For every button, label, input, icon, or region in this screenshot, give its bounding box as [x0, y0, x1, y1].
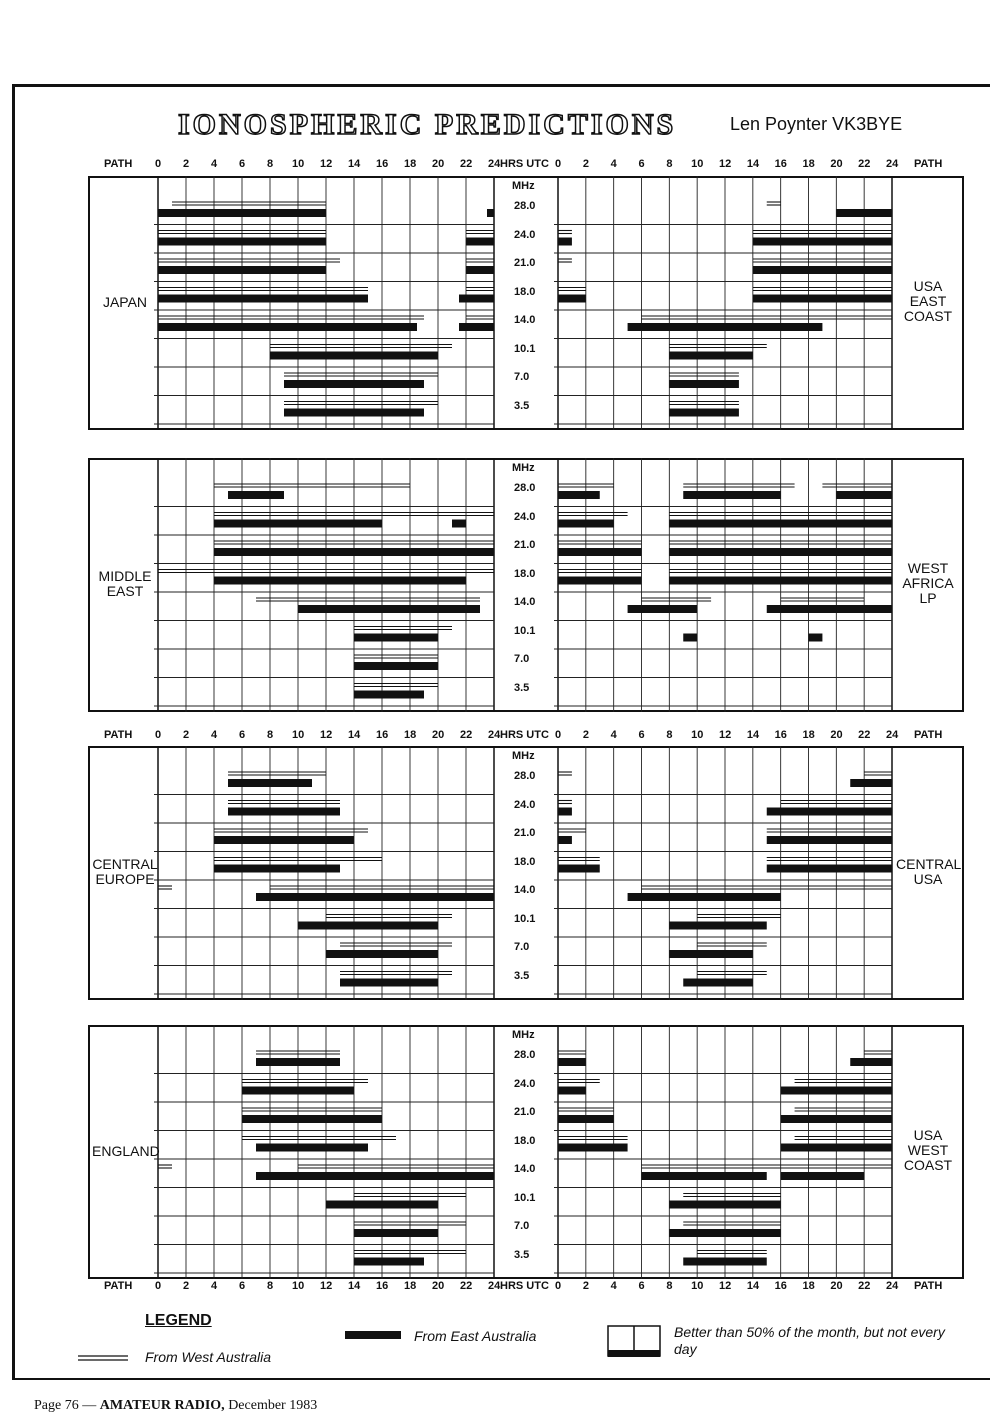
hour-tick-label: 14: [348, 158, 361, 170]
east-australia-bar: [326, 1201, 438, 1209]
east-australia-bar: [158, 209, 326, 217]
east-australia-bar: [558, 238, 572, 246]
hour-tick-label: 12: [320, 729, 333, 741]
hour-tick-label: 8: [666, 1280, 673, 1292]
freq-label: 10.1: [514, 624, 536, 637]
east-australia-bar: [459, 295, 494, 303]
hour-tick-label: 6: [638, 1280, 645, 1292]
east-australia-bar: [669, 520, 892, 528]
hour-tick-label: 4: [211, 1280, 218, 1292]
freq-label: 14.0: [514, 884, 536, 896]
freq-label: 21.0: [514, 1106, 536, 1118]
east-australia-bar: [284, 409, 424, 417]
hour-tick-label: 14: [348, 729, 361, 741]
freq-label: 14.0: [514, 1163, 536, 1175]
hour-tick-label: 20: [830, 729, 843, 741]
east-australia-bar: [753, 295, 892, 303]
mhz-label: MHz: [512, 462, 535, 474]
hour-tick-label: 20: [432, 1280, 445, 1292]
page-title: IONOSPHERIC PREDICTIONS: [178, 108, 677, 141]
hour-tick-label: 10: [292, 729, 305, 741]
hour-tick-label: 8: [666, 158, 673, 170]
east-australia-bar: [158, 295, 368, 303]
east-australia-bar: [558, 577, 642, 585]
freq-label: 3.5: [514, 1248, 530, 1261]
east-australia-bar: [683, 491, 780, 499]
hour-tick-label: 20: [432, 729, 445, 741]
east-australia-bar: [326, 950, 438, 958]
hour-tick-label: 12: [719, 158, 732, 170]
east-australia-bar: [242, 1115, 382, 1123]
east-australia-bar: [354, 1258, 424, 1266]
hour-tick-label: 22: [460, 729, 473, 741]
hour-tick-label: 10: [691, 729, 704, 741]
hrs-utc-label: HRS UTC: [500, 729, 549, 741]
hour-tick-label: 24: [488, 1280, 501, 1292]
freq-label: 28.0: [514, 200, 536, 212]
east-australia-bar: [781, 1115, 892, 1123]
freq-label: 28.0: [514, 1049, 536, 1061]
hour-tick-label: 14: [746, 158, 760, 170]
hour-tick-label: 8: [267, 729, 274, 741]
east-australia-bar: [228, 491, 284, 499]
hour-tick-label: 2: [582, 158, 589, 170]
hour-tick-label: 20: [432, 158, 445, 170]
legend-partial-label-2: day: [674, 1341, 697, 1357]
east-australia-bar: [628, 605, 698, 613]
hour-tick-label: 24: [886, 729, 899, 741]
hour-tick-label: 24: [886, 158, 899, 170]
hour-tick-label: 10: [292, 158, 305, 170]
east-australia-bar: [558, 295, 586, 303]
hour-tick-label: 12: [719, 729, 732, 741]
east-australia-bar: [452, 520, 466, 528]
east-australia-bar: [228, 808, 340, 816]
hour-tick-label: 16: [376, 1280, 389, 1292]
east-australia-bar: [669, 548, 892, 556]
freq-label: 28.0: [514, 770, 536, 782]
hour-tick-label: 10: [691, 1280, 704, 1292]
freq-label: 18.0: [514, 855, 536, 868]
east-australia-bar: [809, 634, 823, 642]
hour-tick-label: 4: [211, 729, 218, 741]
east-australia-bar: [767, 605, 892, 613]
hour-tick-label: 14: [746, 729, 760, 741]
east-australia-bar: [669, 1229, 780, 1237]
east-australia-bar: [270, 352, 438, 360]
hour-tick-label: 22: [460, 158, 473, 170]
east-australia-bar: [767, 836, 892, 844]
east-australia-bar: [836, 491, 892, 499]
hour-tick-label: 0: [155, 158, 162, 170]
freq-label: 21.0: [514, 827, 536, 839]
path-header-right: PATH: [914, 729, 943, 741]
east-australia-bar: [558, 1058, 586, 1066]
freq-label: 18.0: [514, 285, 536, 298]
hour-tick-label: 22: [858, 1280, 871, 1292]
freq-label: 7.0: [514, 653, 530, 665]
east-australia-bar: [256, 893, 494, 901]
east-australia-bar: [214, 577, 466, 585]
east-australia-bar: [298, 922, 438, 930]
author-credit: Len Poynter VK3BYE: [730, 114, 903, 134]
hour-tick-label: 18: [404, 1280, 417, 1292]
hour-tick-label: 12: [719, 1280, 732, 1292]
hour-tick-label: 22: [858, 158, 871, 170]
legend-west-label: From West Australia: [145, 1349, 272, 1365]
hour-tick-label: 22: [858, 729, 871, 741]
hour-tick-label: 14: [348, 1280, 361, 1292]
freq-label: 3.5: [514, 969, 530, 982]
path-label-right: WEST AFRICA LP: [902, 560, 954, 606]
east-australia-bar: [214, 520, 382, 528]
hour-tick-label: 0: [555, 1280, 562, 1292]
hour-tick-label: 18: [802, 1280, 815, 1292]
hour-tick-label: 4: [610, 729, 617, 741]
hour-tick-label: 16: [774, 729, 787, 741]
hour-tick-label: 14: [746, 1280, 760, 1292]
east-australia-bar: [228, 779, 312, 787]
east-australia-bar: [683, 634, 697, 642]
freq-label: 10.1: [514, 912, 536, 925]
east-australia-bar: [669, 577, 892, 585]
hour-tick-label: 4: [610, 1280, 617, 1292]
hour-tick-label: 0: [555, 158, 562, 170]
east-australia-bar: [781, 1144, 892, 1152]
east-australia-bar: [781, 1172, 865, 1180]
freq-label: 24.0: [514, 1077, 536, 1090]
hour-tick-label: 8: [267, 158, 274, 170]
east-australia-bar: [642, 1172, 767, 1180]
hour-tick-label: 20: [830, 158, 843, 170]
hour-tick-label: 8: [666, 729, 673, 741]
footer-page: Page 76 —: [34, 1398, 97, 1413]
hour-tick-label: 16: [774, 158, 787, 170]
mhz-label: MHz: [512, 750, 535, 762]
east-australia-bar: [558, 865, 600, 873]
freq-label: 7.0: [514, 371, 530, 383]
hour-tick-label: 10: [292, 1280, 305, 1292]
hour-tick-label: 4: [610, 158, 617, 170]
east-australia-bar: [214, 548, 494, 556]
freq-label: 18.0: [514, 567, 536, 580]
freq-label: 14.0: [514, 596, 536, 608]
east-australia-bar: [466, 266, 494, 274]
hour-tick-label: 6: [638, 158, 645, 170]
east-australia-bar: [158, 238, 326, 246]
hour-tick-label: 0: [155, 1280, 162, 1292]
legend-east-label: From East Australia: [414, 1328, 537, 1344]
hour-tick-label: 24: [886, 1280, 899, 1292]
freq-label: 24.0: [514, 798, 536, 811]
freq-label: 3.5: [514, 399, 530, 412]
hour-tick-label: 18: [802, 729, 815, 741]
freq-label: 24.0: [514, 510, 536, 523]
hour-tick-label: 18: [404, 729, 417, 741]
east-australia-bar: [836, 209, 892, 217]
hour-tick-label: 18: [802, 158, 815, 170]
path-label-left: CENTRAL EUROPE: [92, 856, 158, 887]
hour-tick-label: 24: [488, 729, 501, 741]
east-australia-bar: [298, 605, 480, 613]
freq-label: 10.1: [514, 1191, 536, 1204]
hrs-utc-label: HRS UTC: [500, 158, 549, 170]
east-australia-bar: [767, 865, 892, 873]
footer-magazine: AMATEUR RADIO,: [99, 1398, 225, 1413]
freq-label: 3.5: [514, 681, 530, 694]
east-australia-bar: [466, 238, 494, 246]
east-australia-bar: [459, 323, 494, 331]
east-australia-bar: [753, 266, 892, 274]
hour-tick-label: 16: [376, 729, 389, 741]
east-australia-bar: [781, 1087, 892, 1095]
hour-tick-label: 0: [155, 729, 162, 741]
east-australia-bar: [158, 323, 417, 331]
east-australia-bar: [284, 380, 424, 388]
east-australia-bar: [558, 1087, 586, 1095]
east-australia-bar: [669, 1201, 780, 1209]
hour-tick-label: 6: [239, 1280, 246, 1292]
hour-tick-label: 22: [460, 1280, 473, 1292]
east-australia-bar: [256, 1058, 340, 1066]
freq-label: 28.0: [514, 482, 536, 494]
east-australia-bar: [683, 979, 753, 987]
footer-date: December 1983: [228, 1398, 318, 1413]
east-australia-bar: [242, 1087, 354, 1095]
east-australia-bar: [354, 662, 438, 670]
east-australia-bar: [354, 1229, 438, 1237]
east-australia-bar: [558, 1144, 628, 1152]
east-australia-bar: [628, 323, 823, 331]
path-label-right: CENTRAL USA: [896, 856, 962, 887]
freq-label: 21.0: [514, 257, 536, 269]
east-australia-bar: [767, 808, 892, 816]
east-australia-bar: [558, 548, 642, 556]
legend-title: LEGEND: [145, 1312, 212, 1329]
east-australia-bar: [558, 1115, 614, 1123]
east-australia-bar: [558, 520, 614, 528]
east-australia-bar: [256, 1172, 494, 1180]
east-australia-bar: [558, 808, 572, 816]
east-australia-bar: [558, 491, 600, 499]
page-footer: [34, 1398, 317, 1414]
hour-tick-label: 4: [211, 158, 218, 170]
east-australia-bar: [354, 634, 438, 642]
east-australia-bar: [669, 922, 766, 930]
east-australia-bar: [487, 209, 494, 217]
hour-tick-label: 20: [830, 1280, 843, 1292]
freq-label: 7.0: [514, 1220, 530, 1232]
hour-tick-label: 0: [555, 729, 562, 741]
east-australia-bar: [158, 266, 326, 274]
east-australia-bar: [628, 893, 781, 901]
hour-tick-label: 2: [582, 1280, 589, 1292]
path-header-left: PATH: [104, 1280, 133, 1292]
hour-tick-label: 2: [183, 1280, 190, 1292]
freq-label: 10.1: [514, 342, 536, 355]
legend-partial-label-1: Better than 50% of the month, but not every: [674, 1324, 945, 1340]
freq-label: 24.0: [514, 228, 536, 241]
hour-tick-label: 2: [183, 729, 190, 741]
path-header-right: PATH: [914, 158, 943, 170]
hour-tick-label: 2: [582, 729, 589, 741]
path-header-left: PATH: [104, 729, 133, 741]
hour-tick-label: 6: [239, 729, 246, 741]
hour-tick-label: 24: [488, 158, 501, 170]
east-australia-bar: [354, 691, 424, 699]
hour-tick-label: 16: [774, 1280, 787, 1292]
hour-tick-label: 6: [638, 729, 645, 741]
east-australia-bar: [850, 779, 892, 787]
hour-tick-label: 12: [320, 1280, 333, 1292]
east-australia-bar: [214, 836, 354, 844]
east-australia-bar: [558, 836, 572, 844]
hour-tick-label: 10: [691, 158, 704, 170]
hour-tick-label: 6: [239, 158, 246, 170]
east-australia-bar: [669, 409, 739, 417]
freq-label: 18.0: [514, 1134, 536, 1147]
east-australia-bar: [669, 380, 739, 388]
mhz-label: MHz: [512, 1029, 535, 1041]
path-label-right: USA EAST COAST: [903, 278, 953, 324]
hour-tick-label: 12: [320, 158, 333, 170]
east-australia-bar: [753, 238, 892, 246]
path-header-left: PATH: [104, 158, 133, 170]
mhz-label: MHz: [512, 180, 535, 192]
path-label-left: ENGLAND: [92, 1143, 160, 1159]
freq-label: 14.0: [514, 314, 536, 326]
east-australia-bar: [256, 1144, 368, 1152]
path-label-right: USA WEST COAST: [903, 1127, 953, 1173]
hour-tick-label: 2: [183, 158, 190, 170]
hrs-utc-label: HRS UTC: [500, 1280, 549, 1292]
east-australia-bar: [669, 352, 753, 360]
path-label-left: MIDDLE EAST: [98, 568, 152, 599]
east-australia-bar: [340, 979, 438, 987]
hour-tick-label: 18: [404, 158, 417, 170]
east-australia-bar: [683, 1258, 767, 1266]
freq-label: 7.0: [514, 941, 530, 953]
path-label-left: JAPAN: [102, 294, 148, 310]
east-australia-bar: [214, 865, 340, 873]
east-australia-bar: [850, 1058, 892, 1066]
freq-label: 21.0: [514, 539, 536, 551]
east-australia-bar: [669, 950, 753, 958]
hour-tick-label: 8: [267, 1280, 274, 1292]
hour-tick-label: 16: [376, 158, 389, 170]
path-header-right: PATH: [914, 1280, 943, 1292]
